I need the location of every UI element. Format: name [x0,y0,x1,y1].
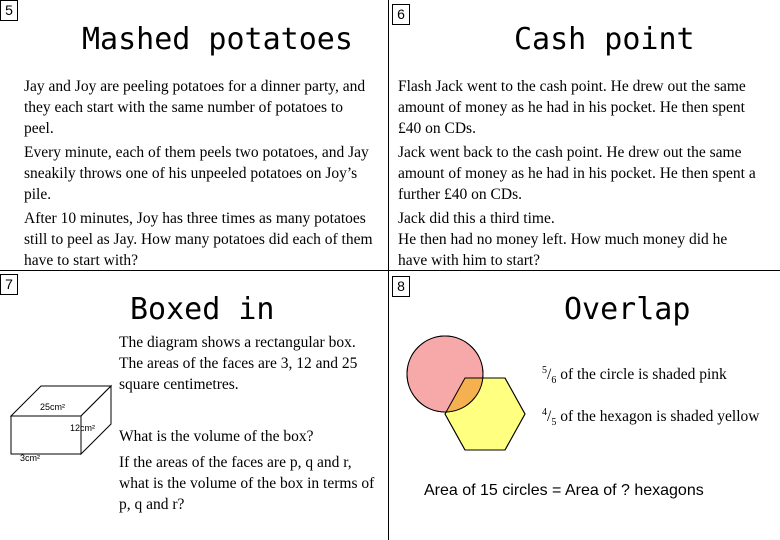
card-number: 7 [0,274,18,295]
fraction-text: of the circle is shaded pink [556,366,727,384]
card-number: 8 [392,276,410,297]
box-diagram [6,384,116,474]
paragraph: Jack went back to the cash point. He drew out the same amount of money as he had in his pocket. He then spent a further £40 on CDs. [398,144,756,203]
box-front-face [11,416,81,454]
paragraph: Jack did this a third time. [398,210,555,227]
card-title: Overlap [564,292,691,327]
fraction-text: of the hexagon is shaded yellow [556,408,760,426]
fraction-circle-text: $^5/_6$ of the circle is shaded pink [542,365,727,387]
card-cash-point [388,0,780,270]
card-boxed-in [0,270,388,540]
paragraph: What is the volume of the box? [119,428,314,445]
card-title: Boxed in [130,292,275,327]
paragraph: He then had no money left. How much money did he have with him to start? [398,231,728,269]
fraction-numerator: 4 [542,407,547,418]
top-area-label: 25cm² [40,402,66,412]
card-title: Cash point [514,22,695,57]
card-number: 5 [0,0,18,21]
question-text: Area of 15 circles = Area of ? hexagons [424,482,704,499]
card-overlap [388,270,780,540]
card-mashed-potatoes [0,0,388,270]
side-area-label: 12cm² [70,423,96,433]
paragraph: After 10 minutes, Joy has three times as many potatoes still to peel as Jay. How many potatoes did each of them have to start with? [24,210,373,269]
paragraph: Every minute, each of them peels two potatoes, and Jay sneakily throws one of his unpeeled potatoes on Joy’s pile. [24,144,369,203]
fraction-hexagon-text: $^4/_5$ of the hexagon is shaded yellow [542,407,760,429]
overlap-diagram [403,326,543,476]
card-title: Mashed potatoes [82,22,353,57]
paragraph: If the areas of the faces are p, q and r, what is the volume of the box in terms of p, q and r? [119,454,375,513]
paragraph: Jay and Joy are peeling potatoes for a dinner party, and they each start with the same number of potatoes to peel. [24,78,366,137]
front-area-label: 3cm² [20,453,40,463]
fraction-denominator: 5 [551,417,557,429]
card-number: 6 [392,4,410,25]
paragraph: Flash Jack went to the cash point. He drew out the same amount of money as he had in his pocket. He then spent £40 on CDs. [398,78,746,137]
fraction-denominator: 6 [551,375,557,387]
fraction-numerator: 5 [542,365,547,376]
paragraph: The diagram shows a rectangular box. The areas of the faces are 3, 12 and 25 square centimetres. [119,334,358,393]
